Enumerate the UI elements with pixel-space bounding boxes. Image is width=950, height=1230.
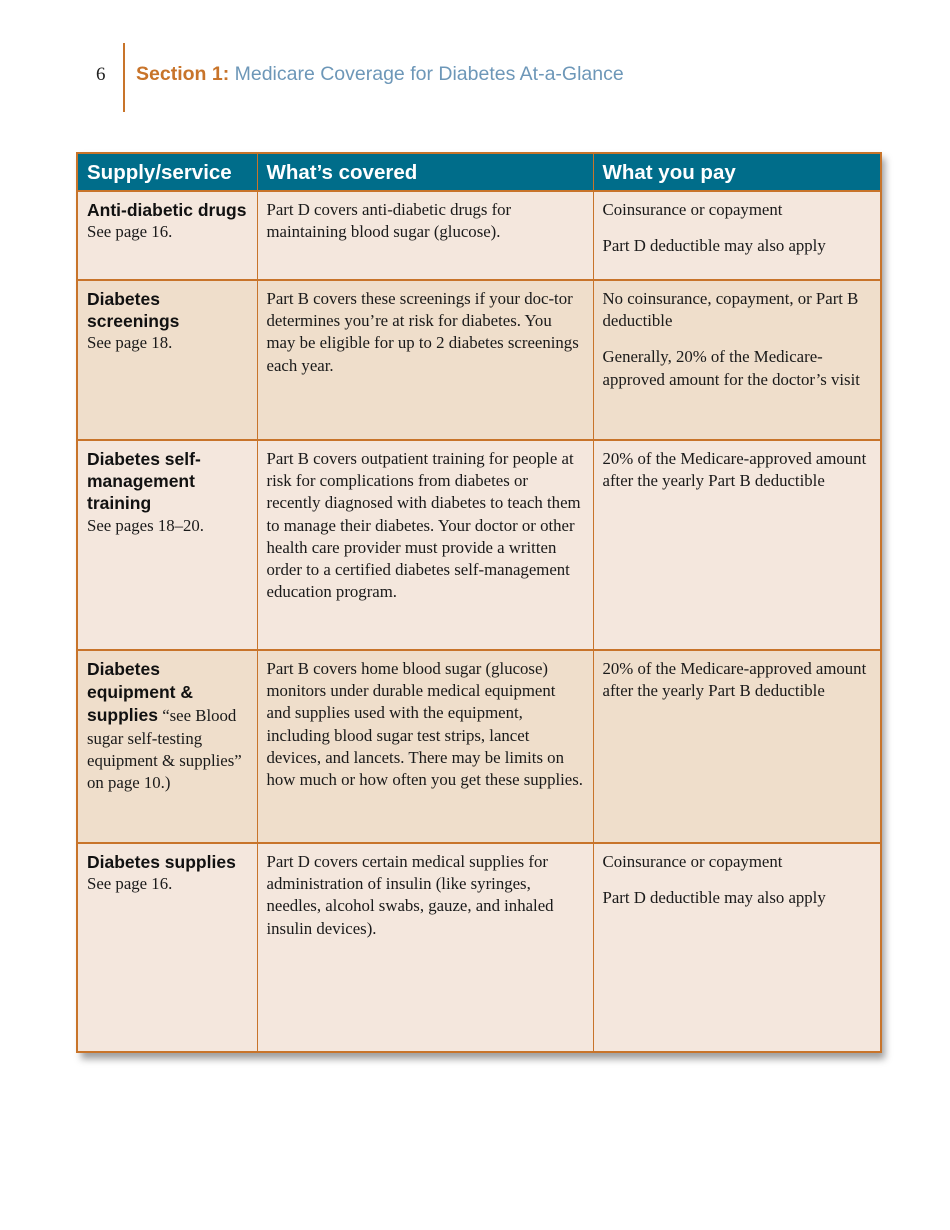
table-row [77,191,881,280]
service-note: “see Blood sugar self-testing equipment & supplies” on page 10.) [87,706,242,793]
table-row [77,843,881,1052]
table-row [77,440,881,650]
pay-text: No coinsurance, copayment, or Part B deductible [602,289,859,331]
table-row [77,650,881,843]
service-cell [77,843,257,1052]
service-name: Diabetes equipment & supplies [87,659,193,726]
service-name: Diabetes supplies [87,852,236,872]
pay-text: Part D deductible may also apply [602,236,826,256]
service-cell [77,650,257,843]
service-cell [77,191,257,280]
page-reference: See page 18. [87,333,173,353]
pay-cell [593,843,881,1052]
page-title [136,63,624,86]
service-name: Diabetes screenings [87,289,180,332]
covered-cell: Part D covers anti-diabetic drugs for maintaining blood sugar (glucose). [257,191,593,280]
service-cell [77,280,257,440]
pay-cell [593,191,881,280]
section-title: Medicare Coverage for Diabetes At-a-Glance [234,63,624,85]
page-reference: See page 16. [87,874,173,894]
pay-text: Coinsurance or copayment [602,852,783,871]
covered-cell: Part B covers home blood sugar (glucose) monitors under durable medical equipment and supplies used with the equipment, including blood sugar test strips, lancet devices, and lancets. There may be limits on how much or how often you get these supplies. [257,650,593,843]
column-header-whats-covered: What’s covered [257,153,593,191]
pay-text: 20% of the Medicare-approved amount after the yearly Part B deductible [602,659,867,701]
covered-cell: Part B covers these screenings if your doc-tor determines you’re at risk for diabetes. You may be eligible for up to 2 diabetes screenings each year. [257,280,593,440]
table-header-row [77,153,881,191]
service-name: Diabetes self-management training [87,449,201,514]
pay-text: Coinsurance or copayment [602,200,783,219]
pay-cell [593,650,881,843]
table-row [77,280,881,440]
column-header-what-you-pay: What you pay [593,153,881,191]
coverage-table-container [76,152,880,1053]
service-name: Anti-diabetic drugs [87,200,247,220]
page-reference: See page 16. [87,222,173,242]
service-description [87,658,248,794]
pay-text: Part D deductible may also apply [602,888,826,908]
page-reference: See pages 18–20. [87,515,204,535]
pay-text: 20% of the Medicare-approved amount after the yearly Part B deductible [602,449,867,491]
page-header [0,0,950,120]
header-divider [123,43,125,112]
pay-cell [593,280,881,440]
coverage-table [76,152,882,1053]
section-label: Section 1: [136,63,230,85]
covered-cell: Part D covers certain medical supplies for administration of insulin (like syringes, needles, alcohol swabs, gauze, and inhaled insulin devices). [257,843,593,1052]
page-number: 6 [96,64,106,85]
pay-cell [593,440,881,650]
pay-text: Generally, 20% of the Medicare-approved amount for the doctor’s visit [602,347,860,389]
service-cell [77,440,257,650]
covered-cell: Part B covers outpatient training for people at risk for complications from diabetes or recently diagnosed with diabetes to teach them to manage their diabetes. Your doctor or other health care provider must provide a written order to a certified diabetes self-management education program. [257,440,593,650]
column-header-supply-service: Supply/service [77,153,257,191]
